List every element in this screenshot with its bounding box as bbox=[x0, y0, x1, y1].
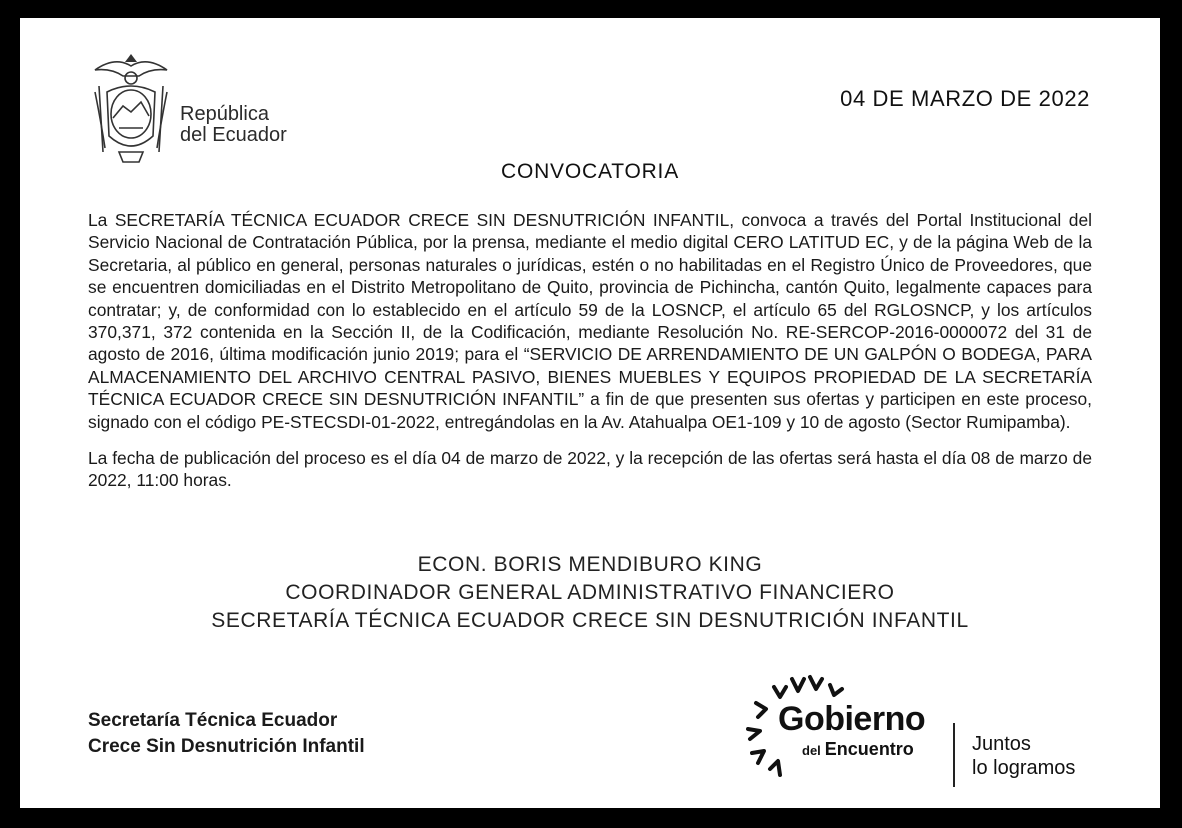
signatory-position: COORDINADOR GENERAL ADMINISTRATIVO FINANCIERO bbox=[285, 581, 895, 604]
logo-text-line2: del Ecuador bbox=[180, 124, 287, 146]
gobierno-del-encuentro-logo bbox=[742, 673, 1142, 783]
logo-divider bbox=[953, 723, 955, 787]
footer-institution-line2: Crece Sin Desnutrición Infantil bbox=[88, 736, 365, 757]
footer-institution-line1: Secretaría Técnica Ecuador bbox=[88, 710, 338, 731]
signature-block bbox=[20, 551, 1160, 635]
slogan-line2: lo logramos bbox=[972, 757, 1076, 779]
logo-text bbox=[180, 104, 287, 146]
gobierno-wordmark: Gobierno bbox=[778, 700, 926, 738]
encuentro-word: Encuentro bbox=[824, 739, 914, 759]
republica-del-ecuador-logo bbox=[85, 52, 315, 172]
slogan-line1: Juntos bbox=[972, 733, 1031, 755]
del-word: del bbox=[802, 743, 821, 758]
logo-text-line1: República bbox=[180, 103, 269, 125]
body-paragraph-2: La fecha de publicación del proceso es el día 04 de marzo de 2022, y la recepción de las ofertas será hasta el día 08 de marzo de 2022, 11:00 horas. bbox=[88, 448, 1092, 491]
signatory-institution: SECRETARÍA TÉCNICA ECUADOR CRECE SIN DESNUTRICIÓN INFANTIL bbox=[211, 609, 969, 632]
footer-institution bbox=[88, 708, 365, 760]
document-body bbox=[88, 209, 1092, 506]
del-encuentro-wordmark bbox=[802, 739, 914, 761]
signatory-name: ECON. BORIS MENDIBURO KING bbox=[417, 553, 763, 576]
body-paragraph-1: La SECRETARÍA TÉCNICA ECUADOR CRECE SIN DESNUTRICIÓN INFANTIL, convoca a través del Portal Institucional del Servicio Nacional de Contratación Pública, por la prensa, mediante el medio digital CERO LATITUD EC, y de la página Web de la Secretaria, al público en general, personas naturales o jurídicas, estén o no habilitadas en el Registro Único de Proveedores, que se encuentren domiciliadas en el Distrito Metropolitano de Quito, provincia de Pichincha, cantón Quito, legalmente capaces para contratar; y, de conformidad con lo establecido en el artículo 59 de la LOSNCP, el artículo 65 del RGLOSNCP, y los artículos 370,371, 372 contenida en la Sección II, de la Codificación, mediante Resolución No. RE-SERCOP-2016-0000072 del 31 de agosto de 2016, última modificación junio 2019; para el “SERVICIO DE ARRENDAMIENTO DE UN GALPÓN O BODEGA, PARA ALMACENAMIENTO DEL ARCHIVO CENTRAL PASIVO, BIENES MUEBLES Y EQUIPOS PROPIEDAD DE LA SECRETARÍA TÉCNICA ECUADOR CRECE SIN DESNUTRICIÓN INFANTIL” a fin de que presenten sus ofertas y participen en este proceso, signado con el código PE-STECSDI-01-2022, entregándolas en la Av. Atahualpa OE1-109 y 10 de agosto (Sector Rumipamba). bbox=[88, 210, 1092, 432]
ecuador-coat-of-arms-icon bbox=[85, 52, 177, 172]
document-title: CONVOCATORIA bbox=[500, 160, 679, 183]
juntos-lo-logramos-slogan bbox=[972, 732, 1075, 780]
document-sheet bbox=[20, 18, 1160, 808]
document-date: 04 DE MARZO DE 2022 bbox=[840, 86, 1090, 111]
